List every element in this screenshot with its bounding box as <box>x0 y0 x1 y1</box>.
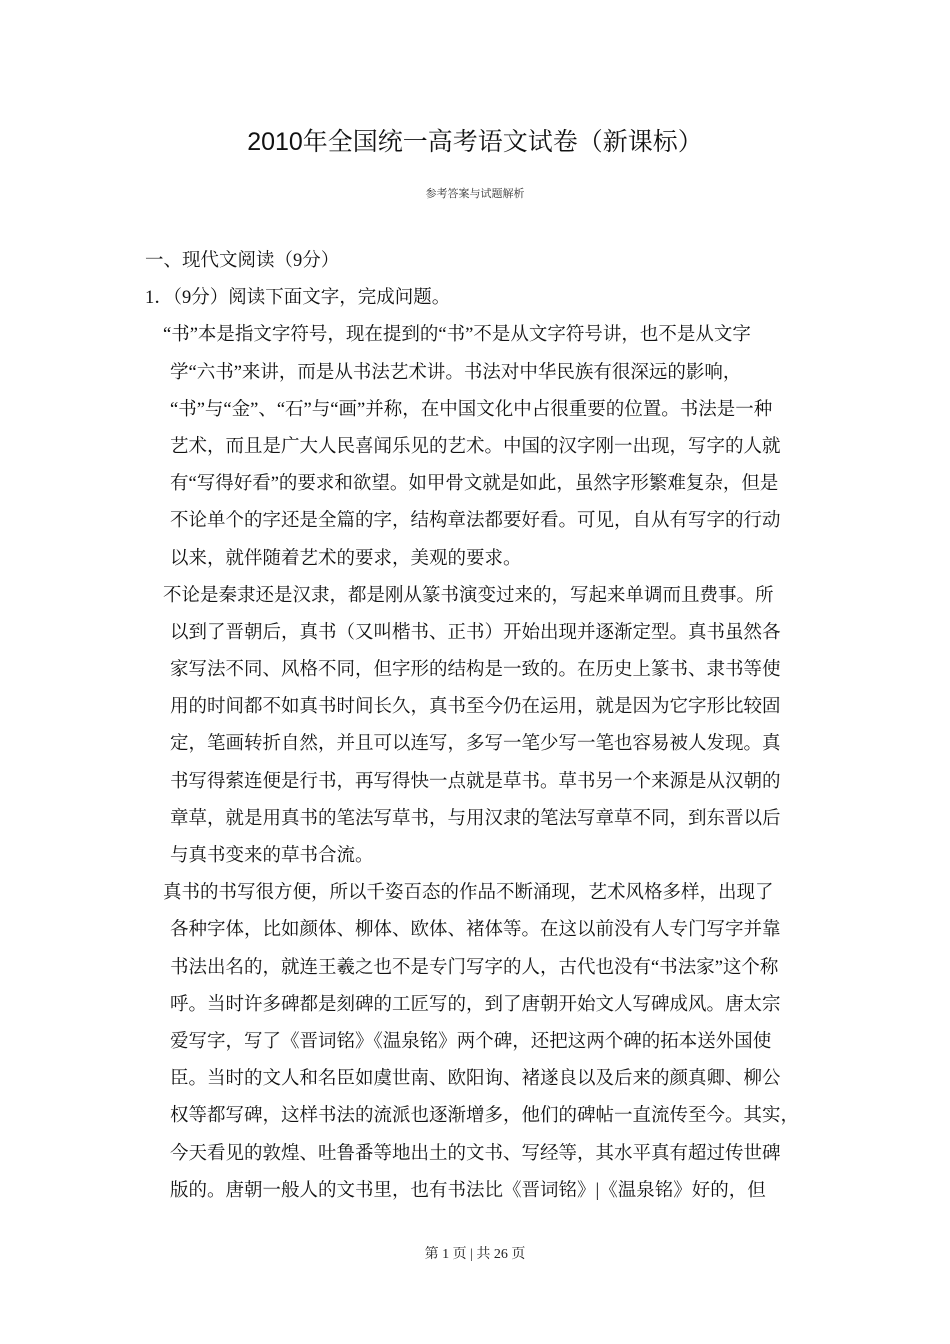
paragraph-line: “书”本是指文字符号，现在提到的“书”不是从文字符号讲，也不是从文字 <box>163 325 751 346</box>
paragraph-line: 有“写得好看”的要求和欲望。如甲骨文就是如此，虽然字形繁难复杂，但是 <box>170 474 779 495</box>
paragraph-line: 臣。当时的文人和名臣如虞世南、欧阳询、褚遂良以及后来的颜真卿、柳公 <box>170 1069 781 1090</box>
paragraph-line: 用的时间都不如真书时间长久，真书至今仍在运用，就是因为它字形比较固 <box>170 697 781 718</box>
paragraph-line: 今天看见的敦煌、吐鲁番等地出土的文书、写经等，其水平真有超过传世碑 <box>170 1143 781 1164</box>
paragraph-line: 与真书变来的草书合流。 <box>170 846 374 866</box>
paragraph-line: “书”与“金”、“石”与“画”并称，在中国文化中占很重要的位置。书法是一种 <box>170 399 773 420</box>
paragraph-line: 各种字体，比如颜体、柳体、欧体、褚体等。在这以前没有人专门写字并靠 <box>170 920 781 941</box>
paragraph-line: 书法出名的，就连王羲之也不是专门写字的人，古代也没有“书法家”这个称 <box>170 957 779 978</box>
paragraph <box>145 317 825 577</box>
paragraph-line: 权等都写碑，这样书法的流派也逐渐增多，他们的碑帖一直流传至今。其实， <box>170 1106 800 1127</box>
passage <box>145 317 825 1210</box>
paragraph-line: 不论是秦隶还是汉隶，都是刚从篆书演变过来的，写起来单调而且费事。所 <box>163 585 774 606</box>
paragraph-line: 爱写字，写了《晋词铭》《温泉铭》两个碑，还把这两个碑的拓本送外国使 <box>170 1031 772 1052</box>
paragraph-line: 以来，就伴随着艺术的要求，美观的要求。 <box>170 548 522 569</box>
paragraph-line: 家写法不同、风格不同，但字形的结构是一致的。在历史上篆书、隶书等使 <box>170 660 781 681</box>
paragraph-line: 书写得萦连便是行书，再写得快一点就是草书。草书另一个来源是从汉朝的 <box>170 771 781 792</box>
document-title: 2010年全国统一高考语文试卷（新课标） <box>247 128 703 156</box>
paragraph-line: 呼。当时许多碑都是刻碑的工匠写的，到了唐朝开始文人写碑成风。唐太宗 <box>170 994 781 1015</box>
question-heading: 1．（9分）阅读下面文字，完成问题。 <box>145 288 451 309</box>
paragraph-line: 章草，就是用真书的笔法写草书，与用汉隶的笔法写章草不同，到东晋以后 <box>170 808 781 829</box>
paragraph-line: 艺术，而且是广大人民喜闻乐见的艺术。中国的汉字刚一出现，写字的人就 <box>170 436 781 457</box>
paragraph-line: 以到了晋朝后，真书（又叫楷书、正书）开始出现并逐渐定型。真书虽然各 <box>170 622 781 643</box>
document-body <box>145 243 825 1210</box>
paragraph-line: 定，笔画转折自然，并且可以连写，多写一笔少写一笔也容易被人发现。真 <box>170 734 781 755</box>
paragraph-line: 学“六书”来讲，而是从书法艺术讲。书法对中华民族有很深远的影响， <box>170 362 742 383</box>
page-footer: 第 1 页 | 共 26 页 <box>424 1247 526 1262</box>
paragraph <box>145 875 825 1210</box>
paragraph <box>145 578 825 876</box>
section-heading: 一、现代文阅读（9分） <box>145 251 340 271</box>
document-subtitle: 参考答案与试题解析 <box>425 188 525 200</box>
paragraph-line: 版的。唐朝一般人的文书里，也有书法比《晋词铭》|《温泉铭》好的，但 <box>170 1180 766 1201</box>
paragraph-line: 真书的书写很方便，所以千姿百态的作品不断涌现，艺术风格多样，出现了 <box>163 883 774 904</box>
paragraph-line: 不论单个的字还是全篇的字，结构章法都要好看。可见，自从有写字的行动 <box>170 511 781 532</box>
